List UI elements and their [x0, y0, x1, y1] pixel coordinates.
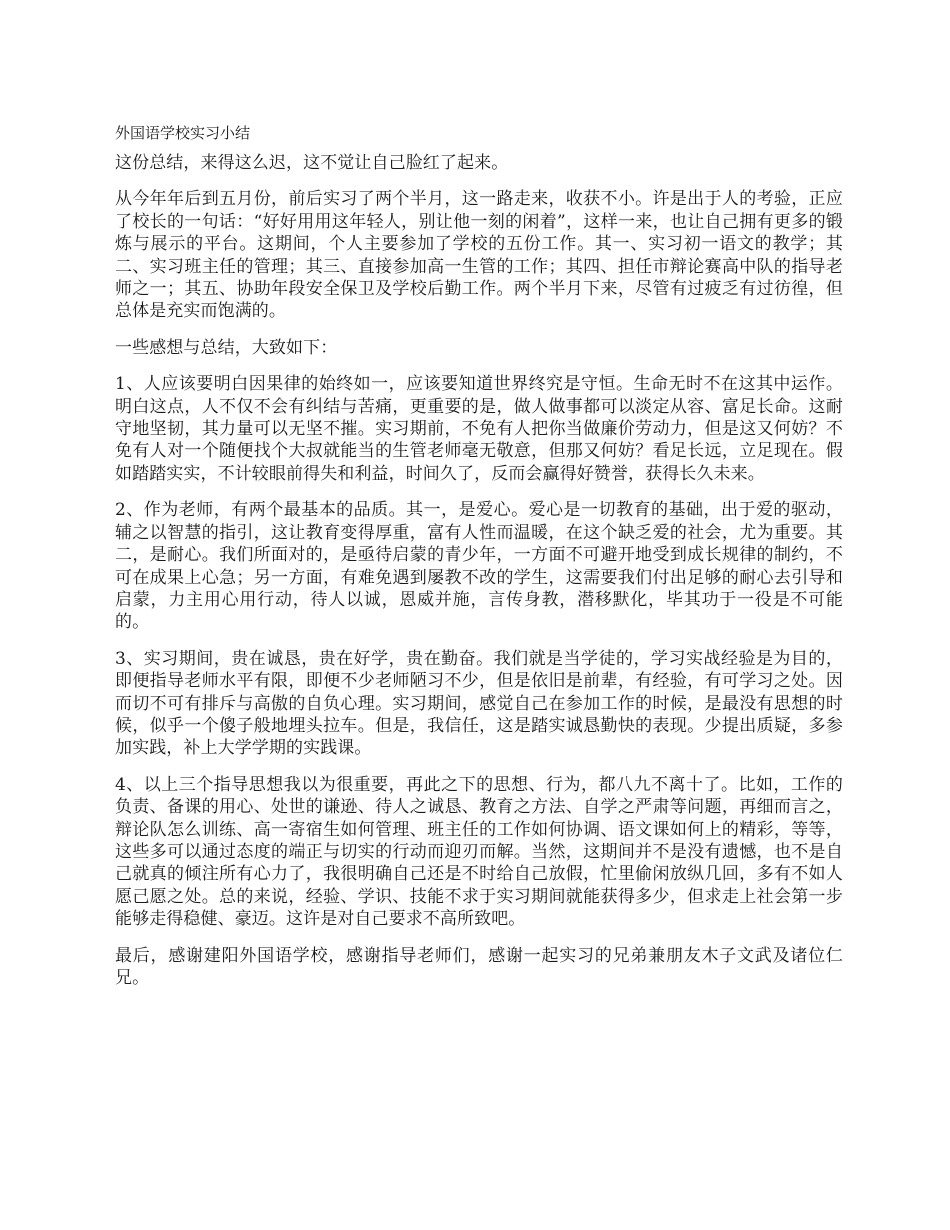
document-page [115, 120, 843, 1003]
paragraph-closing: 最后，感谢建阳外国语学校，感谢指导老师们，感谢一起实习的兄弟兼朋友木子文武及诸位仁兄。 [115, 945, 843, 988]
document-title: 外国语学校实习小结 [115, 124, 251, 142]
paragraph-point-3: 3、实习期间，贵在诚恳，贵在好学，贵在勤奋。我们就是当学徒的，学习实战经验是为目的，即便指导老师水平有限，即便不少老师陋习不少，但是依旧是前辈，有经验，有可学习之处。因而切不可有排斥与高傲的自负心理。实习期间，感觉自己在参加工作的时候，是最没有思想的时候，似乎一个傻子般地埋头拉车。但是，我信任，这是踏实诚恳勤快的表现。少提出质疑，多参加实践，补上大学学期的实践课。 [115, 648, 843, 759]
paragraph-point-2: 2、作为老师，有两个最基本的品质。其一，是爱心。爱心是一切教育的基础，出于爱的驱动，辅之以智慧的指引，这让教育变得厚重，富有人性而温暖，在这个缺乏爱的社会，尤为重要。其二，是耐心。我们所面对的，是亟待启蒙的青少年，一方面不可避开地受到成长规律的制约，不可在成果上心急；另一方面，有难免遇到屡教不改的学生，这需要我们付出足够的耐心去引导和启蒙，力主用心用行动，待人以诚，恩威并施，言传身教，潜移默化，毕其功于一役是不可能的。 [115, 500, 843, 633]
paragraph-point-4: 4、以上三个指导思想我以为很重要，再此之下的思想、行为，都八九不离十了。比如，工作的负责、备课的用心、处世的谦逊、待人之诚恳、教育之方法、自学之严肃等问题，再细而言之，辩论队怎么训练、高一寄宿生如何管理、班主任的工作如何协调、语文课如何上的精彩，等等，这些多可以通过态度的端正与切实的行动而迎刃而解。当然，这期间并不是没有遗憾，也不是自己就真的倾注所有心力了，我很明确自己还是不时给自己放假，忙里偷闲放纵几回，多有不如人愿己愿之处。总的来说，经验、学识、技能不求于实习期间就能获得多少，但求走上社会第一步能够走得稳健、豪迈。这许是对自己要求不高所致吧。 [115, 774, 843, 930]
paragraph-opening: 这份总结，来得这么迟，这不觉让自己脸红了起来。 [115, 153, 509, 173]
paragraph-point-1: 1、人应该要明白因果律的始终如一，应该要知道世界终究是守恒。生命无时不在这其中运作。明白这点，人不仅不会有纠结与苦痛，更重要的是，做人做事都可以淡定从容、富足长命。这耐守地坚韧，其力量可以无坚不摧。实习期前，不免有人把你当做廉价劳动力，但是这又何妨？不免有人对一个随便找个大叔就能当的生管老师毫无敬意，但那又何妨？看足长远，立足现在。假如踏踏实实，不计较眼前得失和利益，时间久了，反而会赢得好赞誉，获得长久未来。 [115, 374, 843, 484]
paragraph-summary-intro: 一些感想与总结，大致如下： [115, 337, 338, 358]
paragraph-overview: 从今年年后到五月份，前后实习了两个半月，这一路走来，收获不小。许是出于人的考验，正应了校长的一句话：“好好用用这年轻人，别让他一刻的闲着”，这样一来，也让自己拥有更多的锻炼与展示的平台。这期间，个人主要参加了学校的五份工作。其一、实习初一语文的教学；其二、实习班主任的管理；其三、直接参加高一生管的工作；其四、担任市辩论赛高中队的指导老师之一；其五、协助年段安全保卫及学校后勤工作。两个半月下来，尽管有过疲乏有过彷徨，但总体是充实而饱满的。 [115, 189, 843, 322]
